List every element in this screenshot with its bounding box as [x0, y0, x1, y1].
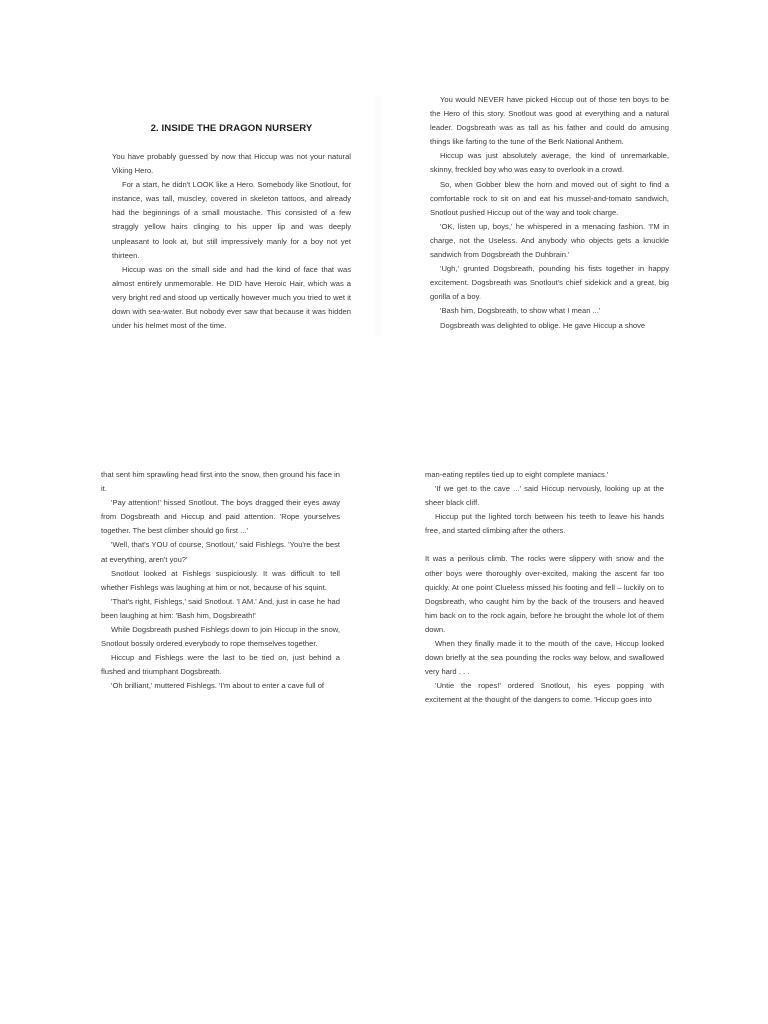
- paragraph: Hiccup put the lighted torch between his teeth to leave his hands free, and started climbing after the others.: [425, 512, 664, 536]
- paragraph: It was a perilous climb. The rocks were slippery with snow and the other boys were thoroughly over-excited, making the ascent far too quickly. At one point Clueless missed his footing and fell – luckily on to Dogsbreath, who caught him by the back of the trousers and heaved him back on to the rock again, before he brought the whole lot of them down.: [425, 554, 664, 634]
- paragraph: 'Oh brilliant,' muttered Fishlegs. 'I'm about to enter a cave full of: [111, 681, 325, 691]
- paragraph: Hiccup was just absolutely average, the kind of unremarkable, skinny, freckled boy who was easy to overlook in a crowd.: [430, 151, 669, 175]
- paragraph: 'Untie the ropes!' ordered Snotlout, his eyes popping with excitement at the thought of the dangers to come. 'Hiccup goes into: [425, 681, 664, 705]
- page-bottom-left: [101, 468, 340, 694]
- paragraph: Dogsbreath was delighted to oblige. He gave Hiccup a shove: [440, 320, 646, 330]
- paragraph: You have probably guessed by now that Hiccup was not your natural Viking Hero.: [112, 152, 351, 176]
- paragraph: 'Pay attention!' hissed Snotlout. The boys dragged their eyes away from Dogsbreath and Hiccup and paid attention. 'Rope yourselves together. The best climber should go first ...': [101, 498, 340, 536]
- paragraph: Hiccup and Fishlegs were the last to be tied on, just behind a flushed and triumphant Dogsbreath.: [101, 653, 340, 677]
- paragraph: Hiccup was on the small side and had the kind of face that was almost entirely unmemorable. He DID have Heroic Hair, which was a very bright red and stood up vertically however much you tried to wet it down with sea-water. But nobody ever saw that because it was hidden under his helmet most of the time.: [112, 264, 351, 331]
- paragraph: 'That's right, Fishlegs,' said Snotlout. 'I AM.' And, just in case he had been laughing at him: 'Bash him, Dogsbreath!': [101, 596, 340, 620]
- page-shadow: [372, 96, 384, 336]
- paragraph: You would NEVER have picked Hiccup out of those ten boys to be the Hero of this story. Snotlout was good at everything and a natural leader. Dogsbreath was as tall as his father and could do amusing things like farting to the tune of the Berk National Anthem.: [430, 95, 669, 147]
- paragraph: 'Well, that's YOU of course, Snotlout,' said Fishlegs. 'You're the best at everything, aren't you?': [101, 540, 340, 564]
- paragraph: 'Ugh,' grunted Dogsbreath, pounding his fists together in happy excitement. Dogsbreath was Snotlout's chief sidekick and a great, big gorilla of a boy.: [430, 264, 669, 302]
- paragraph: Snotlout looked at Fishlegs suspiciously. It was difficult to tell whether Fishlegs was laughing at him or not, because of his squint.: [101, 568, 340, 592]
- paragraph: 'Bash him, Dogsbreath, to show what I mean ...': [440, 306, 601, 316]
- paragraph: man-eating reptiles tied up to eight complete maniacs.': [425, 470, 609, 479]
- paragraph: So, when Gobber blew the horn and moved out of sight to find a comfortable rock to sit on and eat his mussel-and-tomato sandwich, Snotlout pushed Hiccup out of the way and took charge.: [430, 179, 669, 217]
- chapter-title: 2. INSIDE THE DRAGON NURSERY: [150, 122, 313, 134]
- paragraph: While Dogsbreath pushed Fishlegs down to join Hiccup in the snow, Snotlout bossily ordered everybody to rope themselves together.: [101, 625, 340, 649]
- paragraph: that sent him sprawling head first into the snow, then ground his face in it.: [101, 470, 340, 494]
- paragraph: 'OK, listen up, boys,' he whispered in a menacing fashion. 'I'M in charge, not the Useless. And anybody who objects gets a knuckle sandwich from Dogsbreath the Duhbrain.': [430, 221, 669, 260]
- page-top-right: [430, 93, 669, 333]
- page-bottom-right: [425, 468, 664, 708]
- paragraph: When they finally made it to the mouth of the cave, Hiccup looked down briefly at the sea pounding the rocks way below, and swallowed very hard . . .: [425, 639, 664, 677]
- page-top-left: [112, 150, 351, 333]
- paragraph: 'If we get to the cave ...' said Hiccup nervously, looking up at the sheer black cliff.: [425, 484, 664, 508]
- paragraph: For a start, he didn't LOOK like a Hero. Somebody like Snotlout, for instance, was tall, muscley, covered in skeleton tattoos, and already had the beginnings of a small moustache. This consisted of a few straggly yellow hairs clinging to his upper lip and was deeply unpleasant to look at, but still impressively manly for a boy not yet thirteen.: [112, 180, 351, 260]
